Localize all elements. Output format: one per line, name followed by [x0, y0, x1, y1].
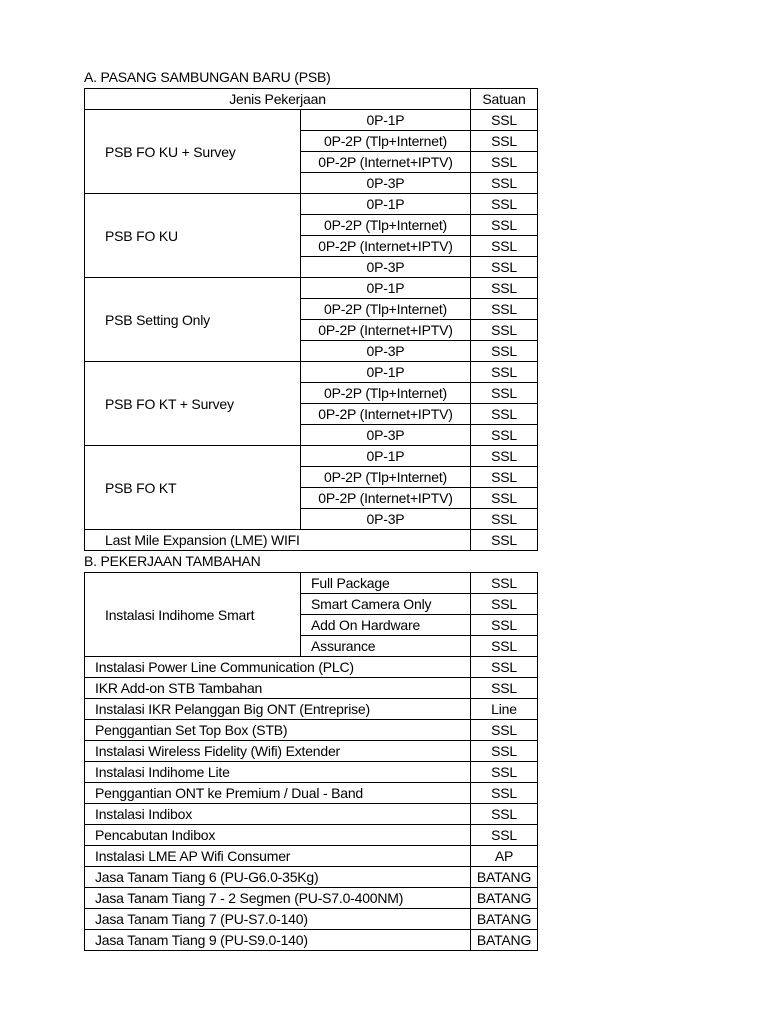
unit-cell: BATANG: [471, 909, 538, 930]
unit-cell: SSL: [471, 594, 538, 615]
package-item: 0P-3P: [301, 341, 471, 362]
table-row: [85, 930, 538, 951]
table-row: [85, 867, 538, 888]
package-item: 0P-3P: [301, 257, 471, 278]
unit-cell: SSL: [471, 425, 538, 446]
lme-name: Last Mile Expansion (LME) WIFI: [85, 530, 471, 551]
package-item: 0P-2P (Tlp+Internet): [301, 299, 471, 320]
unit-cell: SSL: [471, 257, 538, 278]
unit-cell: SSL: [471, 383, 538, 404]
unit-cell: SSL: [471, 362, 538, 383]
package-item: 0P-1P: [301, 110, 471, 131]
unit-cell: SSL: [471, 299, 538, 320]
section-b-title: B. PEKERJAAN TAMBAHAN: [84, 553, 261, 569]
unit-cell: SSL: [471, 720, 538, 741]
job-name: Instalasi Wireless Fidelity (Wifi) Extender: [85, 741, 471, 762]
job-name: Jasa Tanam Tiang 7 (PU-S7.0-140): [85, 909, 471, 930]
unit-cell: SSL: [471, 636, 538, 657]
package-item: 0P-1P: [301, 278, 471, 299]
table-row: [85, 720, 538, 741]
group-name: PSB Setting Only: [85, 278, 301, 362]
unit-cell: SSL: [471, 173, 538, 194]
unit-cell: SSL: [471, 615, 538, 636]
package-item: 0P-2P (Internet+IPTV): [301, 404, 471, 425]
unit-cell: SSL: [471, 236, 538, 257]
table-row: [85, 762, 538, 783]
table-row: [85, 678, 538, 699]
table-row: [85, 446, 538, 467]
job-name: Penggantian ONT ke Premium / Dual - Band: [85, 783, 471, 804]
package-item: 0P-2P (Tlp+Internet): [301, 467, 471, 488]
job-name: Pencabutan Indibox: [85, 825, 471, 846]
unit-cell: SSL: [471, 215, 538, 236]
unit-cell: SSL: [471, 573, 538, 594]
psb-table: [84, 88, 538, 551]
package-item: 0P-2P (Tlp+Internet): [301, 215, 471, 236]
job-name: Instalasi Indihome Lite: [85, 762, 471, 783]
unit-cell: SSL: [471, 320, 538, 341]
unit-cell: SSL: [471, 341, 538, 362]
job-name: Jasa Tanam Tiang 7 - 2 Segmen (PU-S7.0-400NM): [85, 888, 471, 909]
table-row: [85, 699, 538, 720]
table-row: [85, 573, 538, 594]
unit-cell: AP: [471, 846, 538, 867]
job-name: IKR Add-on STB Tambahan: [85, 678, 471, 699]
unit-cell: SSL: [471, 446, 538, 467]
unit-cell: SSL: [471, 404, 538, 425]
package-item: 0P-2P (Tlp+Internet): [301, 131, 471, 152]
group-name: Instalasi Indihome Smart: [85, 573, 301, 657]
package-item: 0P-1P: [301, 446, 471, 467]
unit-cell: SSL: [471, 278, 538, 299]
group-name: PSB FO KT: [85, 446, 301, 530]
unit-cell: SSL: [471, 152, 538, 173]
unit-cell: BATANG: [471, 888, 538, 909]
group-name: PSB FO KT + Survey: [85, 362, 301, 446]
psb-header-row: [85, 89, 538, 110]
package-item: 0P-3P: [301, 425, 471, 446]
job-name: Penggantian Set Top Box (STB): [85, 720, 471, 741]
unit-cell: SSL: [471, 804, 538, 825]
unit-cell: SSL: [471, 467, 538, 488]
package-item: 0P-2P (Internet+IPTV): [301, 152, 471, 173]
job-name: Instalasi IKR Pelanggan Big ONT (Entreprise): [85, 699, 471, 720]
table-row: [85, 530, 538, 551]
unit-cell: SSL: [471, 509, 538, 530]
unit-cell: SSL: [471, 762, 538, 783]
job-name: Instalasi LME AP Wifi Consumer: [85, 846, 471, 867]
unit-cell: BATANG: [471, 930, 538, 951]
table-row: [85, 825, 538, 846]
package-item: 0P-3P: [301, 173, 471, 194]
table-row: [85, 909, 538, 930]
package-item: 0P-2P (Tlp+Internet): [301, 383, 471, 404]
job-name: Jasa Tanam Tiang 9 (PU-S9.0-140): [85, 930, 471, 951]
table-row: [85, 194, 538, 215]
package-item: Smart Camera Only: [301, 594, 471, 615]
unit-cell: SSL: [471, 657, 538, 678]
table-row: [85, 110, 538, 131]
group-name: PSB FO KU + Survey: [85, 110, 301, 194]
unit-cell: SSL: [471, 741, 538, 762]
unit-cell: SSL: [471, 678, 538, 699]
unit-cell: SSL: [471, 783, 538, 804]
table-row: [85, 804, 538, 825]
table-row: [85, 888, 538, 909]
job-name: Instalasi Indibox: [85, 804, 471, 825]
unit-cell: SSL: [471, 131, 538, 152]
unit-cell: Line: [471, 699, 538, 720]
package-item: Add On Hardware: [301, 615, 471, 636]
table-row: [85, 741, 538, 762]
table-row: [85, 783, 538, 804]
package-item: 0P-1P: [301, 362, 471, 383]
unit-cell: SSL: [471, 194, 538, 215]
table-row: [85, 278, 538, 299]
section-a-title: A. PASANG SAMBUNGAN BARU (PSB): [84, 69, 331, 85]
package-item: Assurance: [301, 636, 471, 657]
unit-cell: SSL: [471, 530, 538, 551]
header-jenis-pekerjaan: Jenis Pekerjaan: [85, 89, 471, 110]
package-item: 0P-1P: [301, 194, 471, 215]
package-item: 0P-2P (Internet+IPTV): [301, 236, 471, 257]
unit-cell: SSL: [471, 825, 538, 846]
header-satuan: Satuan: [471, 89, 538, 110]
package-item: Full Package: [301, 573, 471, 594]
table-row: [85, 846, 538, 867]
job-name: Jasa Tanam Tiang 6 (PU-G6.0-35Kg): [85, 867, 471, 888]
unit-cell: SSL: [471, 488, 538, 509]
table-row: [85, 657, 538, 678]
pekerjaan-tambahan-table: [84, 572, 538, 951]
package-item: 0P-3P: [301, 509, 471, 530]
package-item: 0P-2P (Internet+IPTV): [301, 488, 471, 509]
table-row: [85, 362, 538, 383]
package-item: 0P-2P (Internet+IPTV): [301, 320, 471, 341]
unit-cell: BATANG: [471, 867, 538, 888]
worksheet: [84, 67, 537, 951]
group-name: PSB FO KU: [85, 194, 301, 278]
job-name: Instalasi Power Line Communication (PLC): [85, 657, 471, 678]
unit-cell: SSL: [471, 110, 538, 131]
